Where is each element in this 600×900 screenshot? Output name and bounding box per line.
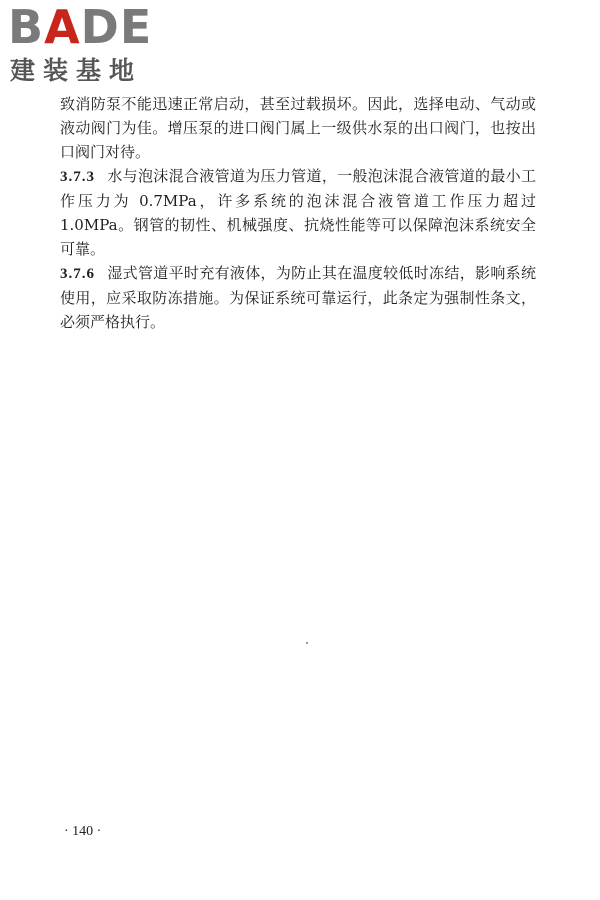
clause-number: 3.7.3 [60, 169, 95, 185]
logo-wordmark [8, 0, 153, 54]
paragraph-text: 湿式管道平时充有液体，为防止其在温度较低时冻结，影响系统使用，应采取防冻措施。为保证系统可靠运行，此条定为强制性条文，必须严格执行。 [60, 264, 536, 331]
logo-subtitle: 建装基地 [10, 56, 143, 85]
page-number: · 140 · [64, 824, 102, 839]
paragraph-text: 致消防泵不能迅速正常启动，甚至过载损坏。因此，选择电动、气动或液动阀门为佳。增压泵的进口阀门属上一级供水泵的出口阀门，也按出口阀门对待。 [60, 95, 536, 161]
paragraph-clause-3-7-6 [60, 261, 536, 334]
document-body [60, 92, 536, 334]
scan-speck [306, 642, 308, 644]
clause-number: 3.7.6 [60, 266, 95, 282]
paragraph-clause-3-7-3 [60, 164, 536, 261]
logo-letter-b: B [8, 0, 45, 54]
brand-logo [8, 0, 178, 88]
paragraph-text: 水与泡沫混合液管道为压力管道，一般泡沫混合液管道的最小工作压力为 0.7MPa，许多系统的泡沫混合液管道工作压力超过 1.0MPa。钢管的韧性、机械强度、抗烧性能等可以保障泡沫系统安全可靠。 [60, 167, 536, 258]
paragraph-continuation [60, 92, 536, 164]
logo-letter-a-accent: A [44, 0, 81, 54]
logo-letters-de: DE [80, 0, 153, 54]
